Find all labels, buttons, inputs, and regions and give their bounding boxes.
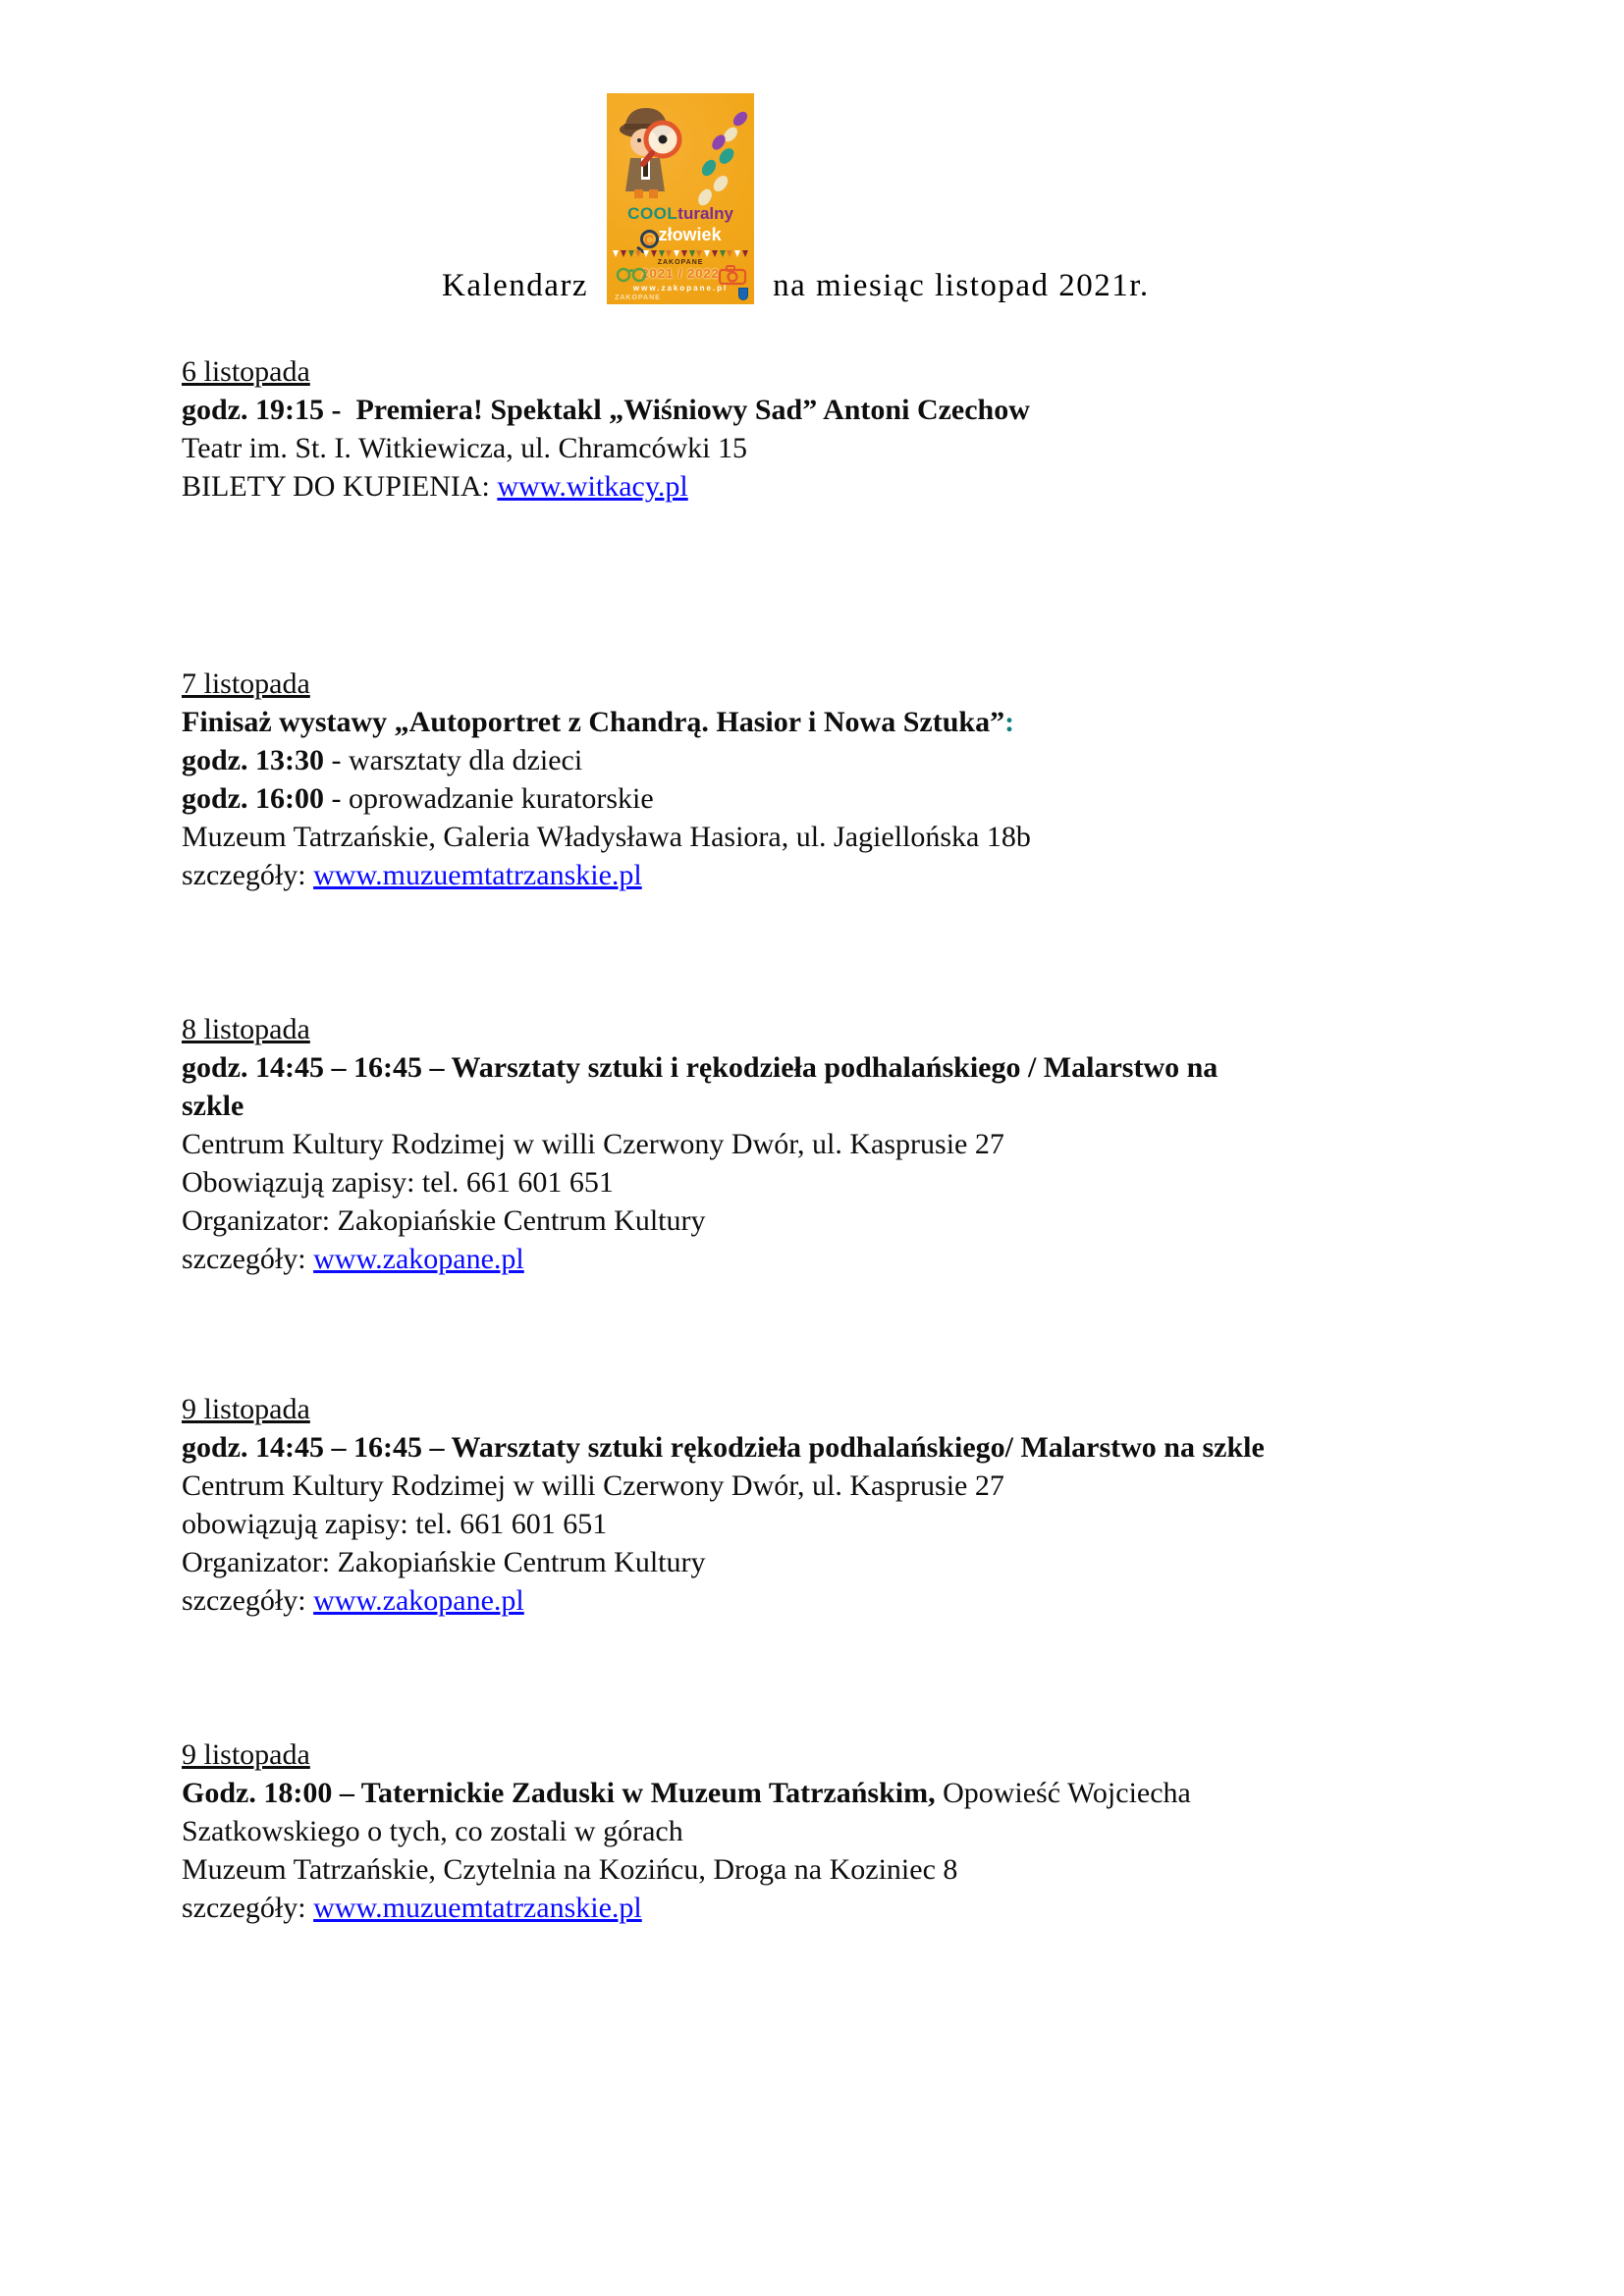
event-text: Muzeum Tatrzańskie, Czytelnia na Kozińcu, Droga na Koziniec 8: [182, 1853, 958, 1886]
event-text: Opowieść Wojciecha: [935, 1777, 1191, 1809]
detective-character-icon: [611, 103, 695, 199]
event-line: [182, 703, 1566, 741]
event-line: [182, 1543, 1566, 1581]
event-text: Organizator: Zakopiańskie Centrum Kultury: [182, 1204, 706, 1237]
event-text: szczegóły:: [182, 1243, 314, 1275]
bunting-flag-icon: [651, 250, 657, 257]
bunting-flag-icon: [727, 250, 732, 257]
logo-wordmark-line2: [607, 224, 754, 248]
event-line: [182, 1163, 1566, 1201]
event-line: [182, 856, 1566, 894]
event-date-line: [182, 352, 1566, 391]
logo-turalny-text: turalny: [677, 204, 733, 223]
event-url-link[interactable]: www.zakopane.pl: [313, 1243, 524, 1275]
bunting-flag-icon: [696, 250, 702, 257]
event-date: 9 listopada: [182, 1738, 310, 1771]
event-text: Finisaż wystawy „Autoportret z Chandrą. Hasior i Nowa Sztuka”: [182, 706, 1005, 738]
event-text: szkle: [182, 1090, 244, 1122]
logo-season-text: 2021 / 2022: [641, 266, 720, 281]
bunting-flag-icon: [613, 250, 619, 257]
bunting-flag-icon: [628, 250, 634, 257]
event-section: [182, 1010, 1566, 1278]
event-line: [182, 1087, 1566, 1125]
event-url-link[interactable]: www.muzuemtatrzanskie.pl: [313, 859, 642, 891]
event-text: :: [1004, 706, 1015, 738]
logo-bottom-zakopane-text: ZAKOPANE: [615, 294, 661, 301]
logo-wordmark-line1: [607, 205, 754, 222]
event-line: [182, 1201, 1566, 1240]
event-text: Teatr im. St. I. Witkiewicza, ul. Chramcówki 15: [182, 432, 748, 464]
event-text: Organizator: Zakopiańskie Centrum Kultury: [182, 1546, 706, 1578]
event-text: godz. 16:00: [182, 782, 324, 815]
event-line: [182, 467, 1566, 506]
event-date: 7 listopada: [182, 667, 310, 700]
event-url-link[interactable]: www.witkacy.pl: [497, 470, 688, 503]
event-text: Centrum Kultury Rodzimej w willi Czerwony Dwór, ul. Kasprusie 27: [182, 1469, 1004, 1502]
event-text: Muzeum Tatrzańskie, Galeria Władysława Hasiora, ul. Jagiellońska 18b: [182, 821, 1031, 853]
event-text: godz. 19:15 - Premiera! Spektakl „Wiśniowy Sad” Antoni Czechow: [182, 394, 1030, 426]
event-line: [182, 1467, 1566, 1505]
event-line: [182, 1850, 1566, 1889]
camera-icon: [718, 264, 747, 286]
bunting-flag-icon: [734, 250, 740, 257]
bunting-flag-icon: [681, 250, 687, 257]
event-line: [182, 1048, 1566, 1087]
event-text: godz. 14:45 – 16:45 – Warsztaty sztuki rękodzieła podhalańskiego/ Malarstwo na szkle: [182, 1431, 1265, 1464]
event-line: [182, 1428, 1566, 1467]
event-line: [182, 1505, 1566, 1543]
event-text: godz. 14:45 – 16:45 – Warsztaty sztuki i rękodzieła podhalańskiego / Malarstwo na: [182, 1051, 1218, 1084]
logo-czlowiek-text: złowiek: [658, 225, 722, 244]
event-url-link[interactable]: www.zakopane.pl: [313, 1584, 524, 1617]
event-date-line: [182, 1735, 1566, 1774]
bunting-flag-icon: [643, 250, 649, 257]
bunting-flag-icon: [635, 250, 641, 257]
event-line: [182, 391, 1566, 429]
title-left: Kalendarz: [442, 268, 589, 303]
event-text: Godz. 18:00 – Taternickie Zaduski w Muzeum Tatrzańskim,: [182, 1777, 936, 1809]
bunting-flag-icon: [742, 250, 748, 257]
event-text: - warsztaty dla dzieci: [324, 744, 583, 776]
event-line: [182, 1581, 1566, 1620]
event-line: [182, 1774, 1566, 1812]
event-text: Szatkowskiego o tych, co zostali w górach: [182, 1815, 683, 1847]
bunting-flag-icon: [712, 250, 718, 257]
bunting-flags: [613, 250, 748, 257]
event-text: szczegóły:: [182, 1584, 314, 1617]
footprints-icon: [691, 107, 750, 209]
event-section: [182, 352, 1566, 506]
event-line: [182, 741, 1566, 779]
event-line: [182, 779, 1566, 818]
bunting-flag-icon: [720, 250, 726, 257]
event-date-line: [182, 665, 1566, 703]
event-text: - oprowadzanie kuratorskie: [324, 782, 654, 815]
event-text: godz. 13:30: [182, 744, 324, 776]
event-date: 6 listopada: [182, 355, 310, 388]
event-line: [182, 1812, 1566, 1850]
coolturalny-zakopane-logo: [607, 93, 754, 304]
event-line: [182, 1889, 1566, 1927]
event-section: [182, 1735, 1566, 1927]
event-url-link[interactable]: www.muzuemtatrzanskie.pl: [313, 1892, 642, 1924]
bunting-flag-icon: [659, 250, 665, 257]
title-right: na miesiąc listopad 2021r.: [773, 268, 1150, 303]
logo-zakopane-label: ZAKOPANE: [657, 259, 704, 266]
bunting-flag-icon: [666, 250, 672, 257]
zakopane-crest-icon: [738, 288, 748, 300]
event-text: Obowiązują zapisy: tel. 661 601 651: [182, 1166, 614, 1199]
event-date: 9 listopada: [182, 1393, 310, 1425]
bunting-flag-icon: [621, 250, 626, 257]
event-line: [182, 429, 1566, 467]
bunting-flag-icon: [674, 250, 679, 257]
magnifier-c-icon: C: [640, 230, 659, 248]
logo-cool-text: COOL: [627, 204, 678, 223]
document-title-row: [442, 93, 1150, 304]
event-text: obowiązują zapisy: tel. 661 601 651: [182, 1508, 608, 1540]
logo-website-text: www.zakopane.pl: [632, 284, 729, 293]
event-text: Centrum Kultury Rodzimej w willi Czerwony Dwór, ul. Kasprusie 27: [182, 1128, 1004, 1160]
event-text: BILETY DO KUPIENIA:: [182, 470, 498, 503]
event-line: [182, 1240, 1566, 1278]
event-text: szczegóły:: [182, 859, 314, 891]
event-date-line: [182, 1390, 1566, 1428]
event-section: [182, 1390, 1566, 1620]
event-line: [182, 1125, 1566, 1163]
event-date: 8 listopada: [182, 1013, 310, 1045]
event-line: [182, 818, 1566, 856]
event-text: szczegóły:: [182, 1892, 314, 1924]
bunting-flag-icon: [689, 250, 695, 257]
event-section: [182, 665, 1566, 894]
binoculars-icon: [616, 263, 647, 283]
bunting-flag-icon: [704, 250, 710, 257]
event-date-line: [182, 1010, 1566, 1048]
